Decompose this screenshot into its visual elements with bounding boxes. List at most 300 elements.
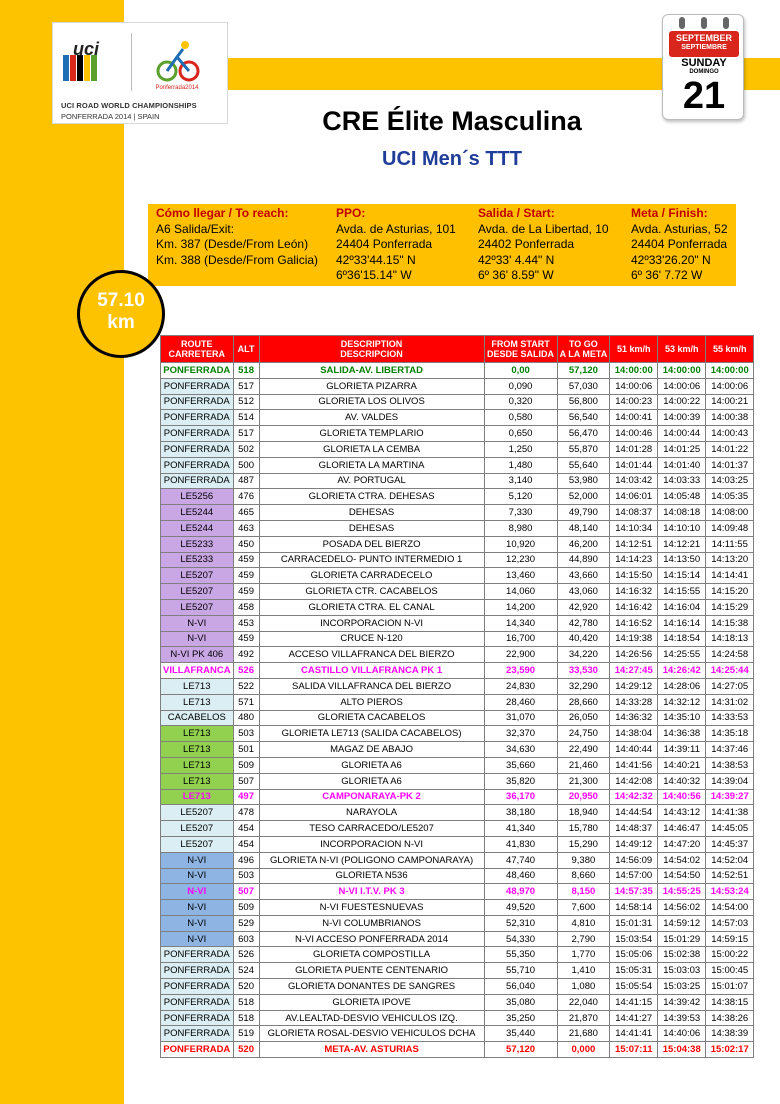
cell-to-go: 1,770 — [557, 947, 610, 963]
cell-time-51: 14:56:09 — [610, 852, 658, 868]
cell-alt: 465 — [233, 505, 259, 521]
cell-from-start: 41,340 — [484, 821, 557, 837]
col-header-from-start — [484, 336, 557, 363]
cell-time-55: 14:38:39 — [706, 1026, 754, 1042]
cell-description: SALIDA VILLAFRANCA DEL BIERZO — [259, 678, 484, 694]
cell-time-55: 14:37:46 — [706, 742, 754, 758]
col-header-speed-51: 51 km/h — [610, 336, 658, 363]
cell-time-51: 14:57:00 — [610, 868, 658, 884]
cell-time-55: 14:15:38 — [706, 615, 754, 631]
cell-time-53: 14:35:10 — [658, 710, 706, 726]
cell-route: LE713 — [161, 726, 234, 742]
col-header-from-start-en: FROM START — [491, 339, 550, 349]
cell-time-51: 14:42:08 — [610, 773, 658, 789]
cell-time-51: 14:00:00 — [610, 363, 658, 379]
info-reach-line: Km. 387 (Desde/From León) — [156, 237, 309, 252]
table-row — [161, 599, 754, 615]
cell-description: AV. VALDES — [259, 410, 484, 426]
cell-time-55: 14:39:27 — [706, 789, 754, 805]
cell-route: LE713 — [161, 789, 234, 805]
table-row — [161, 568, 754, 584]
cell-from-start: 52,310 — [484, 915, 557, 931]
cell-to-go: 1,410 — [557, 963, 610, 979]
cell-alt: 520 — [233, 979, 259, 995]
cell-alt: 501 — [233, 742, 259, 758]
cell-description: NARAYOLA — [259, 805, 484, 821]
table-header-row — [161, 336, 754, 363]
cell-to-go: 34,220 — [557, 647, 610, 663]
cell-time-53: 15:03:25 — [658, 979, 706, 995]
cell-route: PONFERRADA — [161, 1042, 234, 1058]
cell-route: PONFERRADA — [161, 979, 234, 995]
cell-alt: 459 — [233, 568, 259, 584]
cell-route: PONFERRADA — [161, 1026, 234, 1042]
cell-from-start: 5,120 — [484, 489, 557, 505]
cell-time-53: 14:15:14 — [658, 568, 706, 584]
page-title: CRE Élite Masculina — [322, 106, 582, 136]
cell-time-53: 14:01:25 — [658, 441, 706, 457]
cell-time-51: 15:05:06 — [610, 947, 658, 963]
info-reach — [156, 206, 318, 268]
page-subtitle: UCI Men´s TTT — [382, 148, 522, 170]
table-row — [161, 836, 754, 852]
cell-time-53: 14:39:11 — [658, 742, 706, 758]
cell-time-51: 14:49:12 — [610, 836, 658, 852]
cell-time-55: 14:11:55 — [706, 536, 754, 552]
cell-to-go: 7,600 — [557, 900, 610, 916]
cell-description: DEHESAS — [259, 520, 484, 536]
cell-to-go: 8,150 — [557, 884, 610, 900]
cell-route: N-VI — [161, 884, 234, 900]
cell-time-53: 14:55:25 — [658, 884, 706, 900]
cell-to-go: 33,530 — [557, 663, 610, 679]
cell-alt: 518 — [233, 1010, 259, 1026]
cell-time-55: 15:01:07 — [706, 979, 754, 995]
cell-time-55: 15:02:17 — [706, 1042, 754, 1058]
cell-description: N-VI ACCESO PONFERRADA 2014 — [259, 931, 484, 947]
cell-to-go: 56,540 — [557, 410, 610, 426]
cell-description: AV. PORTUGAL — [259, 473, 484, 489]
cell-time-55: 14:52:04 — [706, 852, 754, 868]
table-row — [161, 757, 754, 773]
table-row — [161, 963, 754, 979]
cell-from-start: 56,040 — [484, 979, 557, 995]
col-header-description-es: DESCRIPCION — [340, 349, 403, 359]
info-start-line: 6º 36' 8.59" W — [478, 268, 554, 283]
cell-alt: 478 — [233, 805, 259, 821]
cell-route: LE5233 — [161, 536, 234, 552]
cell-route: LE713 — [161, 694, 234, 710]
cell-to-go: 40,420 — [557, 631, 610, 647]
cell-to-go: 8,660 — [557, 868, 610, 884]
cell-time-53: 14:25:55 — [658, 647, 706, 663]
cell-from-start: 49,520 — [484, 900, 557, 916]
cell-time-51: 14:01:28 — [610, 441, 658, 457]
cell-time-53: 14:47:20 — [658, 836, 706, 852]
cell-time-51: 14:03:42 — [610, 473, 658, 489]
cell-to-go: 21,300 — [557, 773, 610, 789]
cell-from-start: 55,350 — [484, 947, 557, 963]
cell-time-55: 14:05:35 — [706, 489, 754, 505]
table-row — [161, 536, 754, 552]
route-timetable — [160, 335, 754, 1058]
cell-alt: 518 — [233, 363, 259, 379]
left-yellow-band — [0, 0, 124, 1104]
cell-time-51: 14:12:51 — [610, 536, 658, 552]
cell-time-51: 15:05:54 — [610, 979, 658, 995]
table-row — [161, 394, 754, 410]
cell-route: N-VI — [161, 852, 234, 868]
cell-description: GLORIETA CACABELOS — [259, 710, 484, 726]
cell-alt: 507 — [233, 884, 259, 900]
table-row — [161, 552, 754, 568]
cell-time-55: 14:59:15 — [706, 931, 754, 947]
cell-from-start: 0,090 — [484, 378, 557, 394]
cell-time-55: 14:08:00 — [706, 505, 754, 521]
table-row — [161, 805, 754, 821]
cell-from-start: 10,920 — [484, 536, 557, 552]
calendar-month: SEPTEMBER — [675, 33, 732, 43]
cell-description: GLORIETA N-VI (POLIGONO CAMPONARAYA) — [259, 852, 484, 868]
cell-time-55: 15:00:22 — [706, 947, 754, 963]
cell-from-start: 54,330 — [484, 931, 557, 947]
cell-alt: 526 — [233, 947, 259, 963]
cell-to-go: 52,000 — [557, 489, 610, 505]
cell-to-go: 32,290 — [557, 678, 610, 694]
cell-description: GLORIETA CTRA. DEHESAS — [259, 489, 484, 505]
cell-route: PONFERRADA — [161, 963, 234, 979]
cell-from-start: 35,660 — [484, 757, 557, 773]
cell-alt: 476 — [233, 489, 259, 505]
cell-time-53: 14:56:02 — [658, 900, 706, 916]
info-ppo-line: 24404 Ponferrada — [336, 237, 433, 252]
cell-to-go: 1,080 — [557, 979, 610, 995]
cell-description: N-VI FUESTESNUEVAS — [259, 900, 484, 916]
col-header-speed-53: 53 km/h — [658, 336, 706, 363]
table-row — [161, 789, 754, 805]
cell-route: VILLAFRANCA — [161, 663, 234, 679]
col-header-route-es: CARRETERA — [168, 349, 226, 359]
cell-route: PONFERRADA — [161, 994, 234, 1010]
table-row — [161, 947, 754, 963]
cell-from-start: 22,900 — [484, 647, 557, 663]
cell-from-start: 16,700 — [484, 631, 557, 647]
info-finish-line: Avda. Asturias, 52 — [631, 221, 728, 236]
cell-from-start: 14,060 — [484, 584, 557, 600]
cell-to-go: 26,050 — [557, 710, 610, 726]
cell-time-55: 14:33:53 — [706, 710, 754, 726]
cell-description: GLORIETA DONANTES DE SANGRES — [259, 979, 484, 995]
table-row — [161, 678, 754, 694]
cell-route: N-VI — [161, 915, 234, 931]
table-row — [161, 473, 754, 489]
cell-time-53: 14:40:21 — [658, 757, 706, 773]
cell-time-53: 14:12:21 — [658, 536, 706, 552]
cell-alt: 459 — [233, 552, 259, 568]
cell-from-start: 48,970 — [484, 884, 557, 900]
cell-to-go: 21,680 — [557, 1026, 610, 1042]
cell-from-start: 31,070 — [484, 710, 557, 726]
cell-from-start: 57,120 — [484, 1042, 557, 1058]
cell-alt: 450 — [233, 536, 259, 552]
table-row — [161, 868, 754, 884]
table-row — [161, 505, 754, 521]
cell-route: PONFERRADA — [161, 457, 234, 473]
cell-time-53: 14:32:12 — [658, 694, 706, 710]
cell-alt: 458 — [233, 599, 259, 615]
cell-time-53: 14:01:40 — [658, 457, 706, 473]
table-row — [161, 1042, 754, 1058]
cell-from-start: 24,830 — [484, 678, 557, 694]
cell-from-start: 13,460 — [484, 568, 557, 584]
col-header-route — [161, 336, 234, 363]
cell-description: POSADA DEL BIERZO — [259, 536, 484, 552]
uci-logo-text: uci — [73, 39, 100, 59]
cell-to-go: 56,800 — [557, 394, 610, 410]
cell-description: TESO CARRACEDO/LE5207 — [259, 821, 484, 837]
cell-description: META-AV. ASTURIAS — [259, 1042, 484, 1058]
cell-route: PONFERRADA — [161, 363, 234, 379]
col-header-to-go — [557, 336, 610, 363]
table-row — [161, 647, 754, 663]
table-row — [161, 852, 754, 868]
cell-time-53: 14:40:56 — [658, 789, 706, 805]
cell-route: PONFERRADA — [161, 410, 234, 426]
cell-time-55: 14:01:22 — [706, 441, 754, 457]
uci-logo-icon — [61, 39, 125, 83]
cell-time-53: 14:16:04 — [658, 599, 706, 615]
cell-to-go: 22,040 — [557, 994, 610, 1010]
table-row — [161, 710, 754, 726]
table-row — [161, 584, 754, 600]
cell-route: N-VI — [161, 868, 234, 884]
cell-time-51: 14:16:42 — [610, 599, 658, 615]
cell-from-start: 55,710 — [484, 963, 557, 979]
cell-from-start: 23,590 — [484, 663, 557, 679]
cell-alt: 454 — [233, 836, 259, 852]
cell-route: LE5207 — [161, 836, 234, 852]
cell-alt: 512 — [233, 394, 259, 410]
cell-time-53: 14:40:32 — [658, 773, 706, 789]
cell-to-go: 15,780 — [557, 821, 610, 837]
cell-description: GLORIETA CTR. CACABELOS — [259, 584, 484, 600]
cell-time-51: 14:00:46 — [610, 426, 658, 442]
cell-to-go: 44,890 — [557, 552, 610, 568]
table-row — [161, 410, 754, 426]
table-row — [161, 520, 754, 536]
cell-time-53: 14:13:50 — [658, 552, 706, 568]
cell-time-51: 14:48:37 — [610, 821, 658, 837]
table-row — [161, 821, 754, 837]
cell-time-53: 14:00:44 — [658, 426, 706, 442]
cell-time-55: 14:00:00 — [706, 363, 754, 379]
cell-time-53: 14:00:06 — [658, 378, 706, 394]
cell-time-55: 14:38:26 — [706, 1010, 754, 1026]
cell-description: ACCESO VILLAFRANCA DEL BIERZO — [259, 647, 484, 663]
cell-time-55: 14:54:00 — [706, 900, 754, 916]
cell-time-55: 14:38:15 — [706, 994, 754, 1010]
info-start — [478, 206, 609, 284]
cell-from-start: 14,340 — [484, 615, 557, 631]
cell-description: MAGAZ DE ABAJO — [259, 742, 484, 758]
cell-alt: 603 — [233, 931, 259, 947]
info-finish-line: 6º 36' 7.72 W — [631, 268, 703, 283]
cell-alt: 503 — [233, 868, 259, 884]
cell-time-55: 14:31:02 — [706, 694, 754, 710]
distance-badge — [77, 270, 165, 358]
cell-time-53: 14:08:18 — [658, 505, 706, 521]
cell-time-51: 15:01:31 — [610, 915, 658, 931]
cell-description: INCORPORACION N-VI — [259, 836, 484, 852]
cell-time-55: 14:14:41 — [706, 568, 754, 584]
cell-from-start: 35,250 — [484, 1010, 557, 1026]
cell-time-53: 14:43:12 — [658, 805, 706, 821]
cell-description: GLORIETA ROSAL-DESVIO VEHICULOS DCHA — [259, 1026, 484, 1042]
cell-from-start: 35,440 — [484, 1026, 557, 1042]
cell-from-start: 28,460 — [484, 694, 557, 710]
info-reach-line: Km. 388 (Desde/From Galicia) — [156, 252, 319, 267]
info-ppo-header: PPO: — [336, 206, 366, 220]
cell-description: INCORPORACION N-VI — [259, 615, 484, 631]
cell-route: LE5233 — [161, 552, 234, 568]
cell-from-start: 0,00 — [484, 363, 557, 379]
cell-time-53: 14:05:48 — [658, 489, 706, 505]
cell-time-55: 14:00:38 — [706, 410, 754, 426]
table-row — [161, 773, 754, 789]
cell-to-go: 20,950 — [557, 789, 610, 805]
cell-from-start: 36,170 — [484, 789, 557, 805]
cell-description: GLORIETA A6 — [259, 757, 484, 773]
cell-description: GLORIETA LA MARTINA — [259, 457, 484, 473]
cell-from-start: 7,330 — [484, 505, 557, 521]
table-row — [161, 426, 754, 442]
cell-alt: 518 — [233, 994, 259, 1010]
cell-from-start: 14,200 — [484, 599, 557, 615]
cell-description: N-VI I.T.V. PK 3 — [259, 884, 484, 900]
table-row — [161, 915, 754, 931]
table-row — [161, 1026, 754, 1042]
cell-alt: 509 — [233, 757, 259, 773]
cell-time-53: 15:04:38 — [658, 1042, 706, 1058]
table-row — [161, 884, 754, 900]
cell-to-go: 43,060 — [557, 584, 610, 600]
cell-time-51: 14:29:12 — [610, 678, 658, 694]
table-row — [161, 631, 754, 647]
info-ppo-line: Avda. de Asturias, 101 — [336, 221, 456, 236]
cell-time-51: 15:03:54 — [610, 931, 658, 947]
cell-alt: 522 — [233, 678, 259, 694]
cell-from-start: 35,080 — [484, 994, 557, 1010]
cell-time-55: 14:38:53 — [706, 757, 754, 773]
cell-alt: 454 — [233, 821, 259, 837]
cell-alt: 524 — [233, 963, 259, 979]
cell-alt: 519 — [233, 1026, 259, 1042]
cell-route: PONFERRADA — [161, 441, 234, 457]
cell-to-go: 0,000 — [557, 1042, 610, 1058]
cell-time-53: 14:39:53 — [658, 1010, 706, 1026]
info-ppo-line: 6º36'15.14" W — [336, 268, 412, 283]
cell-description: GLORIETA N536 — [259, 868, 484, 884]
cell-to-go: 18,940 — [557, 805, 610, 821]
cell-description: CARRACEDELO- PUNTO INTERMEDIO 1 — [259, 552, 484, 568]
col-header-description — [259, 336, 484, 363]
table-row — [161, 1010, 754, 1026]
cell-time-55: 14:00:43 — [706, 426, 754, 442]
cell-time-53: 14:28:06 — [658, 678, 706, 694]
cell-time-51: 14:44:54 — [610, 805, 658, 821]
cell-to-go: 2,790 — [557, 931, 610, 947]
cell-description: GLORIETA PUENTE CENTENARIO — [259, 963, 484, 979]
cell-to-go: 22,490 — [557, 742, 610, 758]
cell-time-55: 14:09:48 — [706, 520, 754, 536]
cell-time-55: 14:01:37 — [706, 457, 754, 473]
cell-time-55: 14:13:20 — [706, 552, 754, 568]
cell-time-55: 14:57:03 — [706, 915, 754, 931]
cell-description: AV.LEALTAD-DESVIO VEHICULOS IZQ. — [259, 1010, 484, 1026]
cell-from-start: 47,740 — [484, 852, 557, 868]
cell-to-go: 48,140 — [557, 520, 610, 536]
table-row — [161, 363, 754, 379]
cell-time-55: 15:00:45 — [706, 963, 754, 979]
cell-route: CACABELOS — [161, 710, 234, 726]
cell-description: GLORIETA PIZARRA — [259, 378, 484, 394]
info-start-header: Salida / Start: — [478, 206, 555, 220]
cell-time-51: 14:27:45 — [610, 663, 658, 679]
cell-from-start: 38,180 — [484, 805, 557, 821]
cell-time-53: 14:00:22 — [658, 394, 706, 410]
cell-time-53: 15:03:03 — [658, 963, 706, 979]
cell-route: N-VI — [161, 900, 234, 916]
cell-to-go: 9,380 — [557, 852, 610, 868]
cell-time-53: 14:26:42 — [658, 663, 706, 679]
info-start-line: 24402 Ponferrada — [478, 237, 575, 252]
cell-time-53: 14:16:14 — [658, 615, 706, 631]
col-header-to-go-en: TO GO — [568, 339, 598, 349]
cell-alt: 492 — [233, 647, 259, 663]
cell-time-51: 14:57:35 — [610, 884, 658, 900]
cell-description: DEHESAS — [259, 505, 484, 521]
cell-to-go: 55,640 — [557, 457, 610, 473]
cell-description: GLORIETA IPOVE — [259, 994, 484, 1010]
cell-time-51: 14:14:23 — [610, 552, 658, 568]
cell-time-51: 14:41:56 — [610, 757, 658, 773]
table-row — [161, 694, 754, 710]
cell-description: GLORIETA LE713 (SALIDA CACABELOS) — [259, 726, 484, 742]
cell-from-start: 12,230 — [484, 552, 557, 568]
table-row — [161, 441, 754, 457]
cell-time-55: 14:24:58 — [706, 647, 754, 663]
cell-description: GLORIETA CARRADECELO — [259, 568, 484, 584]
cell-route: PONFERRADA — [161, 1010, 234, 1026]
cell-time-51: 15:05:31 — [610, 963, 658, 979]
info-ppo — [336, 206, 456, 284]
cell-route: LE5207 — [161, 568, 234, 584]
cell-time-53: 14:18:54 — [658, 631, 706, 647]
cell-from-start: 8,980 — [484, 520, 557, 536]
cell-time-53: 15:01:29 — [658, 931, 706, 947]
cell-alt: 526 — [233, 663, 259, 679]
cell-time-51: 14:33:28 — [610, 694, 658, 710]
cell-time-51: 14:00:41 — [610, 410, 658, 426]
cell-to-go: 21,870 — [557, 1010, 610, 1026]
cell-alt: 459 — [233, 631, 259, 647]
cell-description: GLORIETA CTRA. EL CANAL — [259, 599, 484, 615]
cell-time-55: 14:45:37 — [706, 836, 754, 852]
cell-time-51: 14:38:04 — [610, 726, 658, 742]
cell-route: N-VI — [161, 931, 234, 947]
cell-alt: 487 — [233, 473, 259, 489]
cell-route: N-VI — [161, 631, 234, 647]
